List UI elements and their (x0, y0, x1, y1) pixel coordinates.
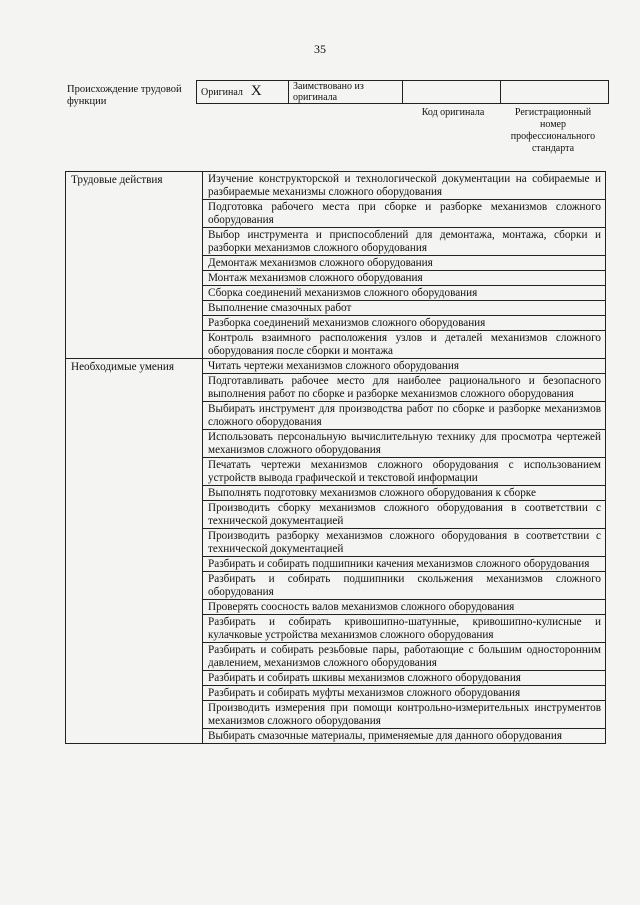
functions-table (65, 171, 606, 744)
section-title: Трудовые действия (66, 172, 203, 359)
list-item: Выбор инструмента и приспособлений для демонтажа, монтажа, сборки и разборки механизмов сложного оборудования (203, 228, 606, 256)
list-item: Выполнять подготовку механизмов сложного оборудования к сборке (203, 486, 606, 501)
list-item: Подготавливать рабочее место для наиболее рационального и безопасного выполнения работ по сборке и разборке механизмов сложного оборудования (203, 374, 606, 402)
page-number: 35 (314, 42, 326, 56)
list-item: Производить разборку механизмов сложного оборудования в соответствии с технической документацией (203, 529, 606, 557)
code-cell (403, 81, 501, 104)
table-row (66, 172, 606, 200)
list-item: Читать чертежи механизмов сложного оборудования (203, 359, 606, 374)
list-item: Печатать чертежи механизмов сложного оборудования с использованием устройств вывода графической и текстовой информации (203, 458, 606, 486)
list-item: Разбирать и собирать муфты механизмов сложного оборудования (203, 686, 606, 701)
list-item: Выбирать инструмент для производства работ по сборке и разборке механизмов сложного оборудования (203, 402, 606, 430)
reg-number-label: Регистрационный номер профессионального стандарта (510, 107, 596, 154)
list-item: Контроль взаимного расположения узлов и деталей механизмов сложного оборудования после сборки и монтажа (203, 331, 606, 359)
list-item: Использовать персональную вычислительную технику для просмотра чертежей механизмов сложного оборудования (203, 430, 606, 458)
original-mark: X (250, 83, 262, 99)
list-item: Разбирать и собирать кривошипно-шатунные, кривошипно-кулисные и кулачковые устройства механизмов сложного оборудования (203, 615, 606, 643)
list-item: Разбирать и собирать подшипники скольжения механизмов сложного оборудования (203, 572, 606, 600)
list-item: Выполнение смазочных работ (203, 301, 606, 316)
origin-label: Происхождение трудовой функции (67, 84, 182, 107)
list-item: Подготовка рабочего места при сборке и разборке механизмов сложного оборудования (203, 200, 606, 228)
borrowed-cell (289, 81, 403, 104)
list-item: Выбирать смазочные материалы, применяемые для данного оборудования (203, 729, 606, 744)
list-item: Проверять соосность валов механизмов сложного оборудования (203, 600, 606, 615)
code-original-label: Код оригинала (421, 107, 485, 118)
list-item: Производить измерения при помощи контрольно-измерительных инструментов механизмов сложного оборудования (203, 701, 606, 729)
origin-table (196, 80, 609, 104)
list-item: Разбирать и собирать шкивы механизмов сложного оборудования (203, 671, 606, 686)
list-item: Монтаж механизмов сложного оборудования (203, 271, 606, 286)
original-label: Оригинал (201, 87, 243, 98)
list-item: Изучение конструкторской и технологической документации на собираемые и разбираемые механизмы сложного оборудования (203, 172, 606, 200)
list-item: Демонтаж механизмов сложного оборудования (203, 256, 606, 271)
list-item: Разбирать и собирать подшипники качения механизмов сложного оборудования (203, 557, 606, 572)
reg-number-cell (501, 81, 609, 104)
list-item: Разборка соединений механизмов сложного оборудования (203, 316, 606, 331)
section-title: Необходимые умения (66, 359, 203, 744)
list-item: Производить сборку механизмов сложного оборудования в соответствии с технической документацией (203, 501, 606, 529)
borrowed-label: Заимствовано из оригинала (293, 81, 364, 103)
original-cell (197, 81, 289, 104)
table-row (66, 359, 606, 374)
list-item: Разбирать и собирать резьбовые пары, работающие с большим односторонним давлением, механизмов сложного оборудования (203, 643, 606, 671)
list-item: Сборка соединений механизмов сложного оборудования (203, 286, 606, 301)
